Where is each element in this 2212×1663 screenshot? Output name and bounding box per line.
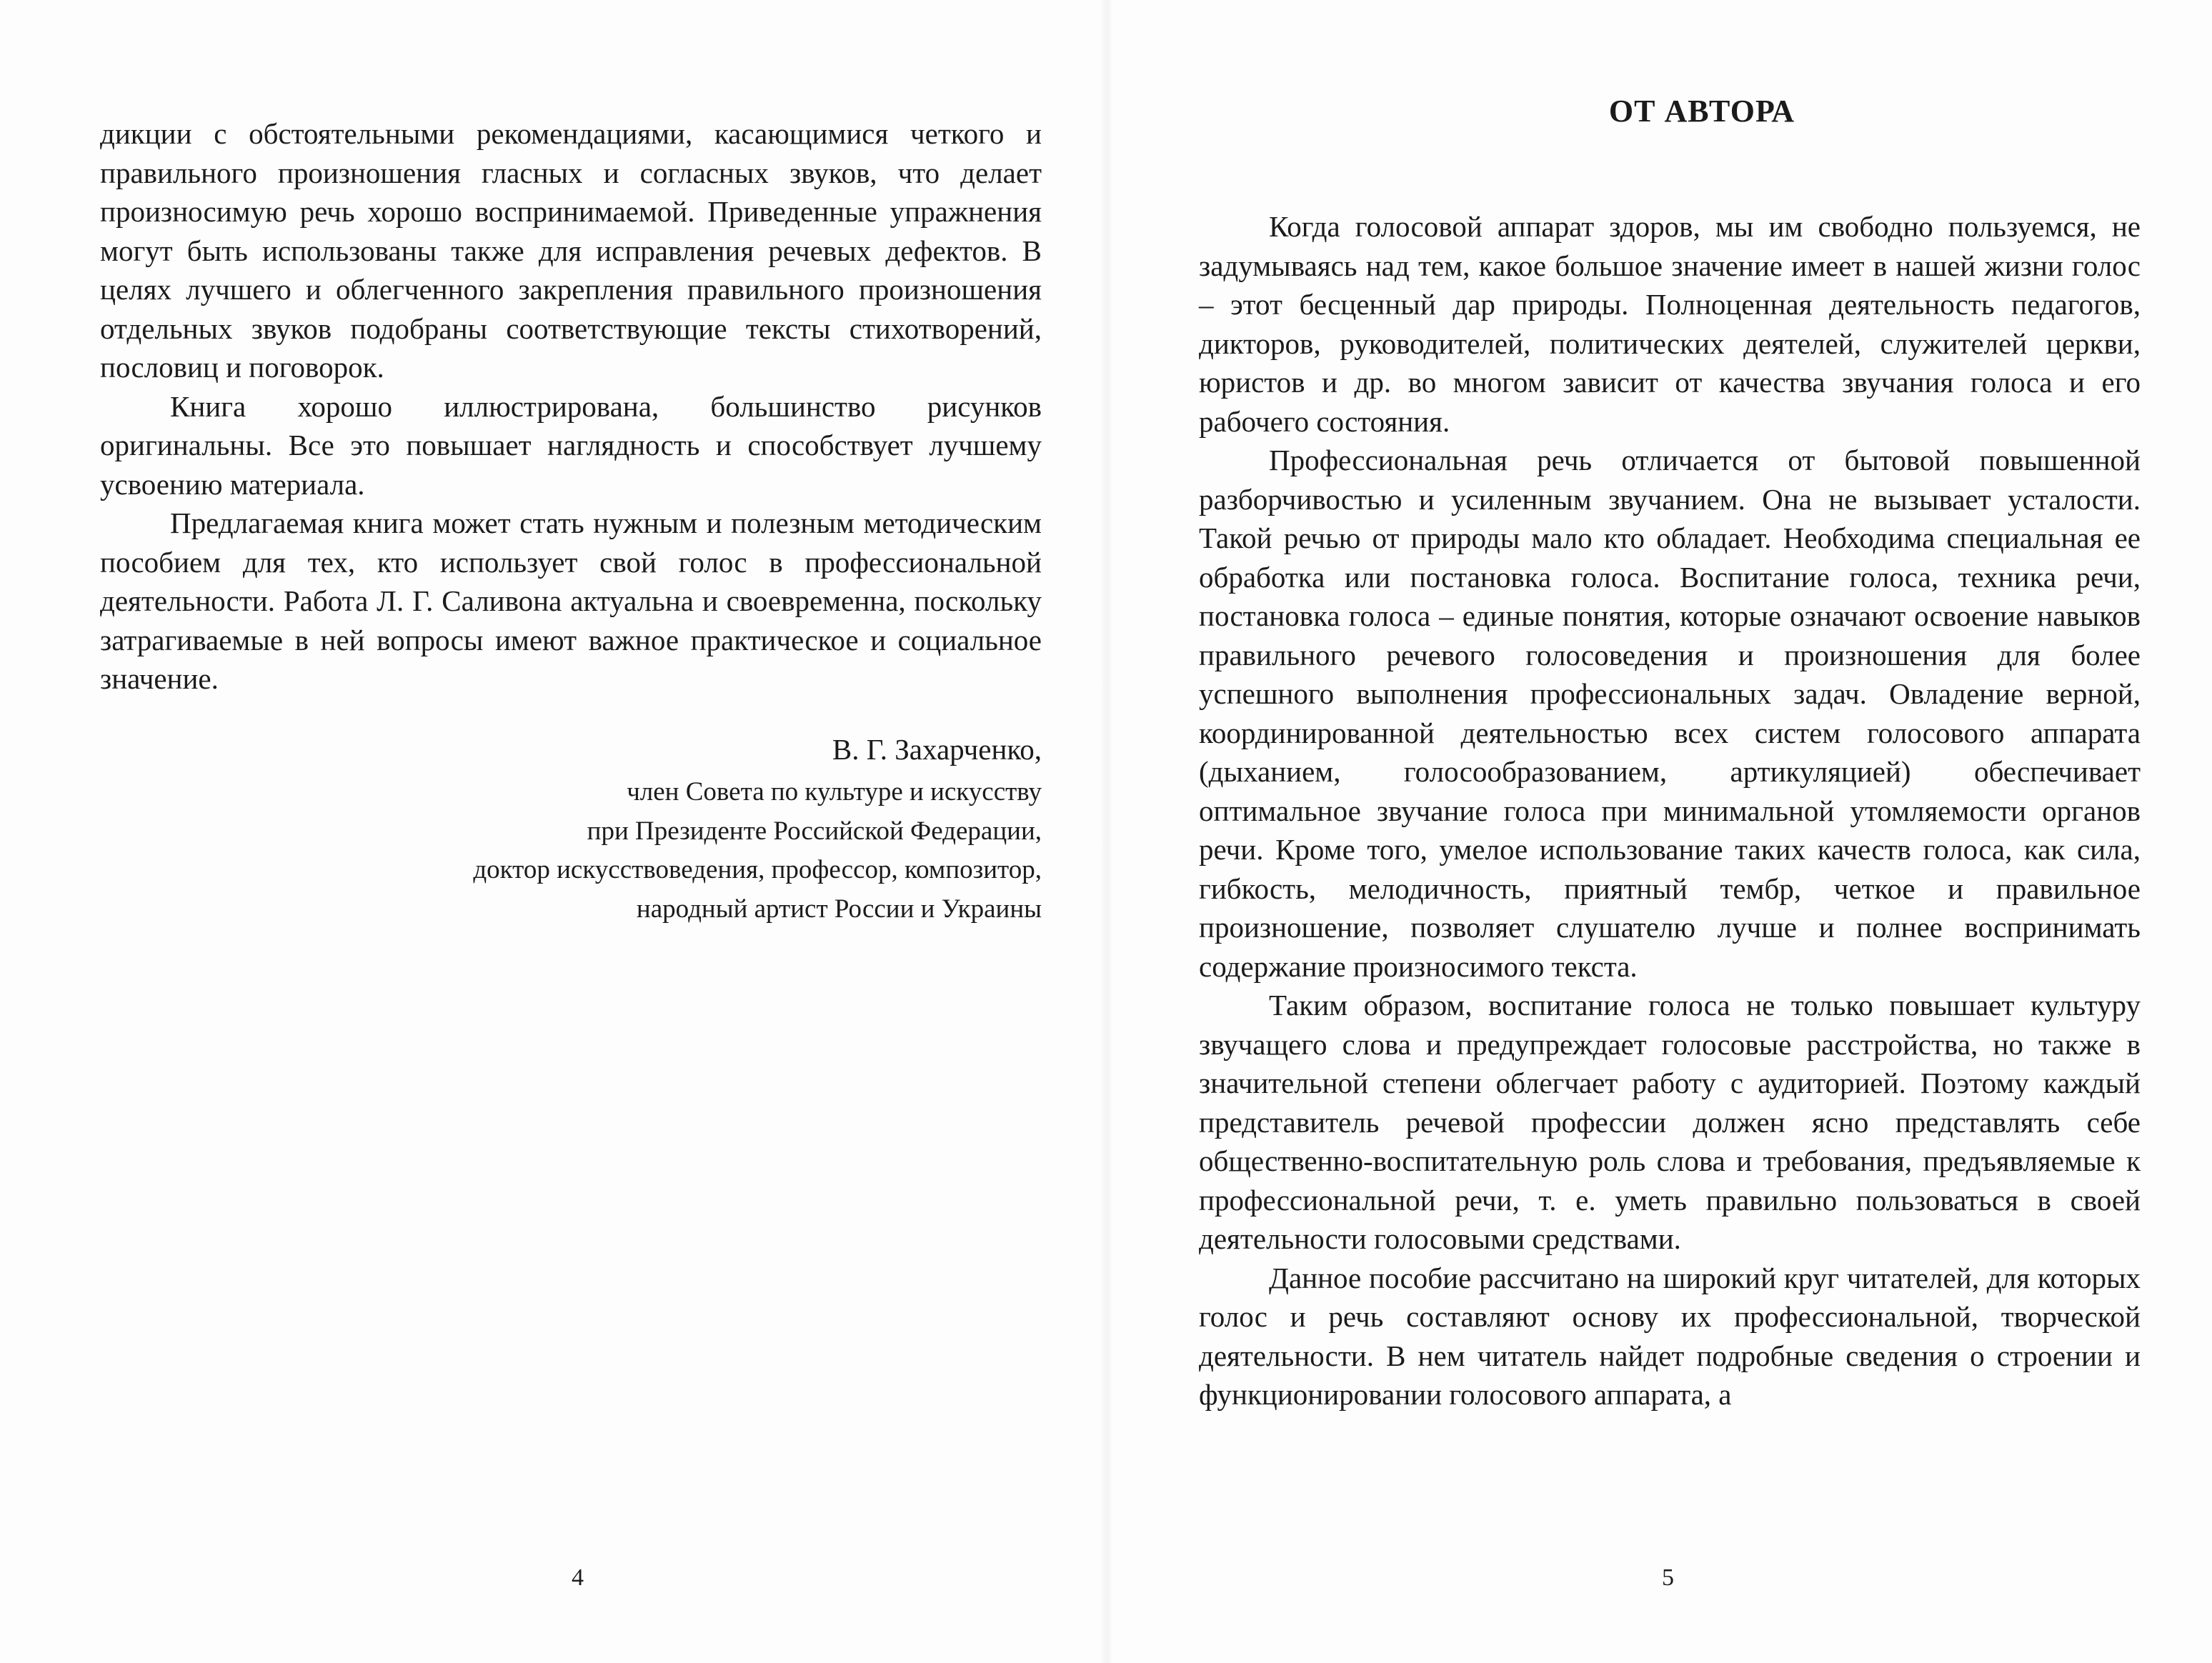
paragraph: Когда голосовой аппарат здоров, мы им свободно пользуемся, не задумываясь над тем, какое большое значение имеет в нашей жизни голос – этот бесценный дар природы. Полноценная деятельность педагогов, дикторов, руководителей, политических деятелей, служителей церкви, юристов и др. во многом зависит от качества звучания голоса и его рабочего состояния. xyxy=(1199,210,2141,438)
right-page-body xyxy=(1199,207,2141,1414)
paragraph: дикции с обстоятельными рекомендациями, касающимися четкого и правильного произношения гласных и согласных звуков, что делает произносимую речь хорошо воспринимаемой. Приведенные упражнения могут быть использованы также для исправления речевых дефектов. В целях лучшего и облегченного закрепления правильного произношения отдельных звуков подобраны соответствующие тексты стихотворений, пословиц и поговорок. xyxy=(100,117,1042,384)
right-page xyxy=(1106,0,2212,1663)
page-number-left: 4 xyxy=(572,1564,584,1591)
signature-name: В. Г. Захарченко, xyxy=(832,733,1042,766)
chapter-heading: ОТ АВТОРА xyxy=(1608,94,1795,129)
signature-title: при Президенте Российской Федерации, xyxy=(587,816,1042,846)
paragraph: Предлагаемая книга может стать нужным и полезным методическим пособием для тех, кто использует свой голос в профессиональной деятельности. Работа Л. Г. Саливона актуальна и своевременна, поскольку затрагиваемые в ней вопросы имеют важное практическое и социальное значение. xyxy=(100,506,1042,695)
paragraph: Таким образом, воспитание голоса не только повышает культуру звучащего слова и предупреждает голосовые расстройства, но также в значительной степени облегчает работу с аудиторией. Поэтому каждый представитель речевой профессии должен ясно представлять себе общественно-воспитательную роль слова и требования, предъявляемые к профессиональной речи, т. е. уметь правильно пользоваться в своей деятельности голосовыми средствами. xyxy=(1199,989,2141,1255)
signature-title: член Совета по культуре и искусству xyxy=(627,777,1042,806)
paragraph: Данное пособие рассчитано на широкий круг читателей, для которых голос и речь составляют основу их профессиональной, творческой деятельности. В нем читатель найдет подробные сведения о строении и функционировании голосового аппарата, а xyxy=(1199,1261,2141,1411)
paragraph: Книга хорошо иллюстрирована, большинство рисунков оригинальны. Все это повышает наглядность и способствует лучшему усвоению материала. xyxy=(100,389,1042,501)
signature-block xyxy=(184,729,1042,929)
signature-title: народный артист России и Украины xyxy=(636,894,1042,924)
paragraph: Профессиональная речь отличается от бытовой повышенной разборчивостью и усиленным звучанием. Она не вызывает усталости. Такой речью от природы мало кто обладает. Необходима специальная ее обработка или постановка голоса. Воспитание голоса, техника речи, постановка голоса – единые понятия, которые означают освоение навыков правильного речевого голосоведения и произношения для более успешного выполнения профессиональных задач. Овладение верной, координированной деятельностью всех систем голосового аппарата (дыханием, голосообразованием, артикуляцией) обеспечивает оптимальное звучание голоса при минимальной утомляемости органов речи. Кроме того, умелое использование таких качеств голоса, как сила, гибкость, мелодичность, приятный тембр, четкое и правильное произношение, позволяет слушателю лучше и полнее воспринимать содержание произносимого текста. xyxy=(1199,444,2141,983)
signature-title: доктор искусствоведения, профессор, композитор, xyxy=(473,855,1042,884)
left-page-body xyxy=(100,114,1042,699)
page-number-right: 5 xyxy=(1662,1564,1674,1591)
